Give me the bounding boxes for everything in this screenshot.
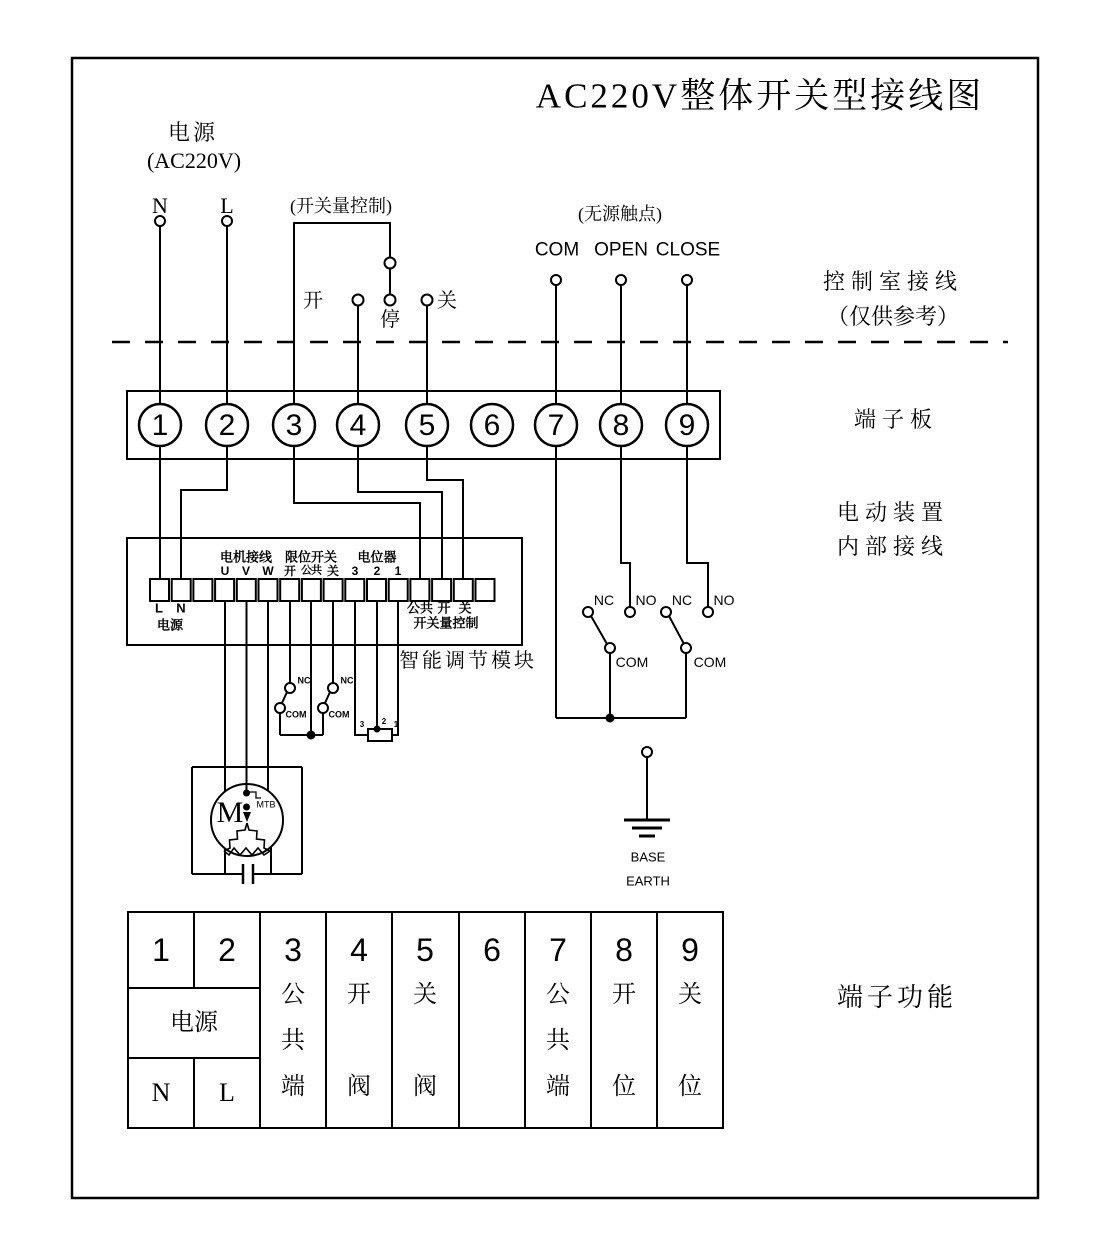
table-num-5: 5: [416, 932, 434, 968]
switch-control-label: (开关量控制): [290, 196, 392, 216]
function-table-label: 端子功能: [836, 983, 958, 1012]
table-col5-char-1: 关: [413, 982, 437, 1008]
module-group-limit: 限位开关: [284, 549, 338, 565]
close-button-label: 关: [437, 290, 457, 312]
module-ctrl-common: 公共: [406, 600, 434, 616]
module-ctrl-close: 关: [458, 600, 472, 616]
live-label: L: [220, 193, 234, 218]
feedback-no-2-label: NO: [713, 592, 735, 608]
pot-2-label: 2: [381, 717, 387, 726]
feedback-nc-1-label: NC: [593, 592, 615, 608]
table-col3-char-2: 共: [281, 1028, 305, 1054]
feedback-nc-2-label: NC: [671, 592, 693, 608]
table-num-6: 6: [483, 932, 501, 968]
open-button-label: 开: [303, 290, 323, 312]
feedback-com-1-label: COM: [615, 654, 649, 670]
table-n-label: N: [151, 1078, 171, 1107]
terminal-6: 6: [483, 409, 501, 442]
terminal-2: 2: [218, 409, 236, 442]
table-num-2: 2: [218, 932, 236, 968]
module-group-motor: 电机接线: [219, 549, 273, 565]
table-col9-char-1: 关: [678, 982, 702, 1008]
com-label: COM: [534, 239, 580, 261]
terminal-5: 5: [418, 409, 436, 442]
table-col4-char-2: 阀: [347, 1074, 371, 1100]
module-pin-3: 3: [351, 564, 359, 578]
table-col4-char-1: 开: [347, 982, 371, 1008]
table-col9-char-2: 位: [678, 1074, 702, 1100]
motor: [192, 601, 302, 884]
terminal-7: 7: [547, 409, 565, 442]
table-power-label: 电源: [170, 1010, 218, 1036]
module-label: 智能调节模块: [399, 650, 537, 672]
limit-com-1-label: COM: [285, 709, 307, 720]
module-pin-u: U: [220, 564, 230, 578]
table-col3-char-1: 公: [281, 982, 305, 1008]
table-col7-char-3: 端: [546, 1074, 570, 1100]
module-power-label: 电源: [156, 617, 184, 633]
open-en-label: OPEN: [594, 239, 648, 261]
terminal-board-label: 端子板: [853, 407, 939, 432]
table-col7-char-2: 共: [546, 1028, 570, 1054]
limit-nc-2-label: NC: [340, 675, 354, 686]
motor-m-label: M: [216, 796, 244, 829]
table-l-label: L: [219, 1078, 235, 1107]
pot-3-label: 3: [359, 720, 365, 729]
close-en-label: CLOSE: [655, 239, 721, 261]
earth-earth-label: EARTH: [626, 873, 670, 889]
module-group-pot: 电位器: [357, 549, 397, 565]
terminal-4: 4: [349, 409, 367, 442]
motor-mtb-label: MTB: [256, 799, 276, 810]
module-power-n: N: [176, 600, 186, 616]
table-num-3: 3: [284, 932, 302, 968]
module-power-l: L: [155, 600, 163, 616]
table-col8-char-1: 开: [612, 982, 636, 1008]
table-num-7: 7: [549, 932, 567, 968]
module-ctrl-open: 开: [437, 600, 451, 616]
earth-symbol: [624, 747, 670, 836]
dry-contact-label: (无源触点): [578, 204, 662, 224]
power-label: 电源: [167, 120, 219, 145]
earth-base-label: BASE: [630, 849, 666, 865]
terminal-8: 8: [612, 409, 630, 442]
page-title: AC220V整体开关型接线图: [535, 76, 985, 116]
terminal-3: 3: [285, 409, 303, 442]
neutral-label: N: [152, 193, 168, 218]
feedback-no-1-label: NO: [635, 592, 657, 608]
terminal-1: 1: [151, 409, 169, 442]
limit-nc-1-label: NC: [297, 675, 311, 686]
table-col3-char-3: 端: [281, 1074, 305, 1100]
table-num-9: 9: [681, 932, 699, 968]
pot-1-label: 1: [393, 720, 399, 729]
table-num-8: 8: [615, 932, 633, 968]
module-pin-1: 1: [394, 564, 402, 578]
control-room-label-2: （仅供参考）: [826, 304, 960, 329]
module-pin-close: 关: [326, 564, 340, 578]
power-voltage-label: (AC220V): [146, 148, 242, 173]
terminal-9: 9: [678, 409, 696, 442]
limit-com-2-label: COM: [328, 709, 350, 720]
table-col8-char-2: 位: [612, 1074, 636, 1100]
control-room-label-1: 控制室接线: [822, 269, 964, 294]
module-pin-common: 公共: [301, 564, 321, 577]
table-col5-char-2: 阀: [413, 1074, 437, 1100]
module-pin-open: 开: [283, 564, 297, 578]
module-pin-2: 2: [373, 564, 381, 578]
table-num-1: 1: [152, 932, 170, 968]
table-col7-char-1: 公: [546, 982, 570, 1008]
table-num-4: 4: [350, 932, 368, 968]
module-pin-w: W: [262, 564, 274, 578]
module-pin-v: V: [241, 564, 251, 578]
device-label-2: 内部接线: [836, 534, 950, 559]
feedback-switch-wiring: [556, 446, 713, 722]
stop-button-label: 停: [380, 309, 400, 331]
module-ctrl-label: 开关量控制: [413, 615, 479, 631]
feedback-com-2-label: COM: [693, 654, 727, 670]
device-label-1: 电动装置: [836, 500, 950, 525]
